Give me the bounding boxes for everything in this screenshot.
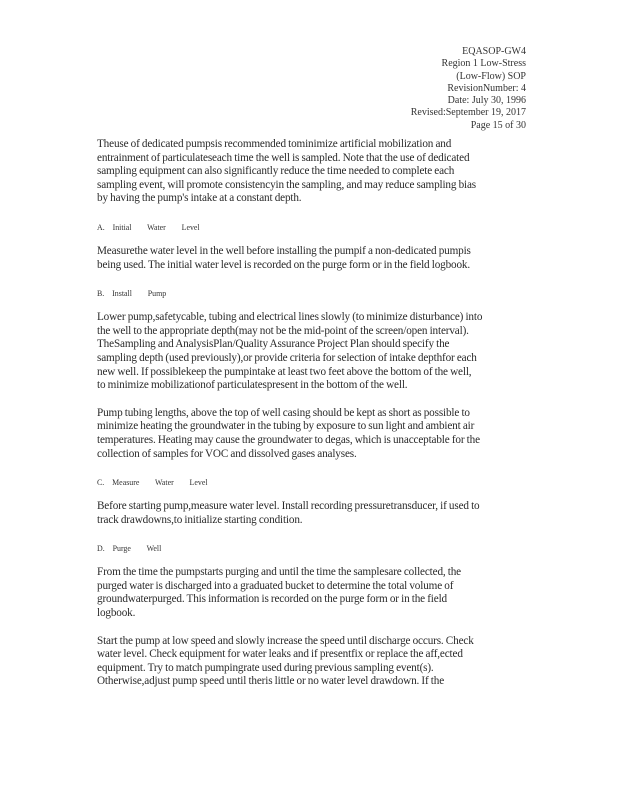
- revision-number: RevisionNumber: 4: [447, 82, 526, 94]
- section-b-paragraph-1: Lower pump,safetycable, tubing and electrical lines slowly (to minimize disturbance) into the well to the appropriate depth(may not be the mid-point of the screen/open interval). TheSampling and AnalysisPlan/Quality Assurance Project Plan should specify the sampling depth (used previously),or provide criteria for selection of intake depthfor each new well. If possiblekeep the pumpintake at least two feet above the bottom of the well, to minimize mobilizationof particulatespresent in the bottom of the well.: [97, 311, 483, 392]
- revised-date: Revised:September 19, 2017: [410, 107, 526, 119]
- section-d-paragraph-1: From the time the pumpstarts purging and until the time the samplesare collected, the purged water is discharged into a graduated bucket to determine the total volume of groundwaterpurged. This information is recorded on the purge form or in the field logbook.: [97, 566, 461, 620]
- section-b-heading: B. Install Pump: [97, 288, 167, 299]
- page-number: Page 15 of 30: [470, 119, 526, 131]
- section-a-paragraph: Measurethe water level in the well before installing the pumpif a non-dedicated pumpis being used. The initial water level is recorded on the purge form or in the field logbook.: [97, 244, 471, 271]
- document-body: [97, 138, 527, 689]
- doc-id: EQASOP-GW4: [462, 46, 526, 57]
- section-d-paragraph-2: Start the pump at low speed and slowly increase the speed until discharge occurs. Check water level. Check equipment for water leaks and if presentfix or replace the aff,ected equipment. Try to match pumpingrate used during previous sampling event(s). Otherwise,adjust pump speed until theris little or no water level drawdown. If the: [97, 634, 474, 688]
- document-header: [411, 46, 526, 132]
- doc-title-line-2: (Low-Flow) SOP: [456, 70, 526, 82]
- section-b-paragraph-2: Pump tubing lengths, above the top of well casing should be kept as short as possible to minimize heating the groundwater in the tubing by exposure to sun light and ambient air temperatures. Heating may cause the groundwater to degas, which is unacceptable for the collection of samples for VOC and dissolved gases analyses.: [97, 406, 480, 460]
- doc-title-line-1: Region 1 Low-Stress: [441, 58, 526, 70]
- section-a-heading: A. Initial Water Level: [97, 221, 200, 232]
- doc-date: Date: July 30, 1996: [447, 95, 526, 107]
- section-c-paragraph: Before starting pump,measure water level. Install recording pressuretransducer, if used to track drawdowns,to initialize starting condition.: [97, 500, 480, 526]
- section-c-heading: C. Measure Water Level: [97, 477, 208, 488]
- intro-paragraph: Theuse of dedicated pumpsis recommended tominimize artificial mobilization and entrainment of particulateseach time the well is sampled. Note that the use of dedicated sampling equipment can also significantly reduce the time needed to complete each sampling event, will promote consistencyin the sampling, and may reduce sampling bias by having the pump's intake at a constant depth.: [97, 138, 476, 205]
- section-d-heading: D. Purge Well: [97, 543, 162, 554]
